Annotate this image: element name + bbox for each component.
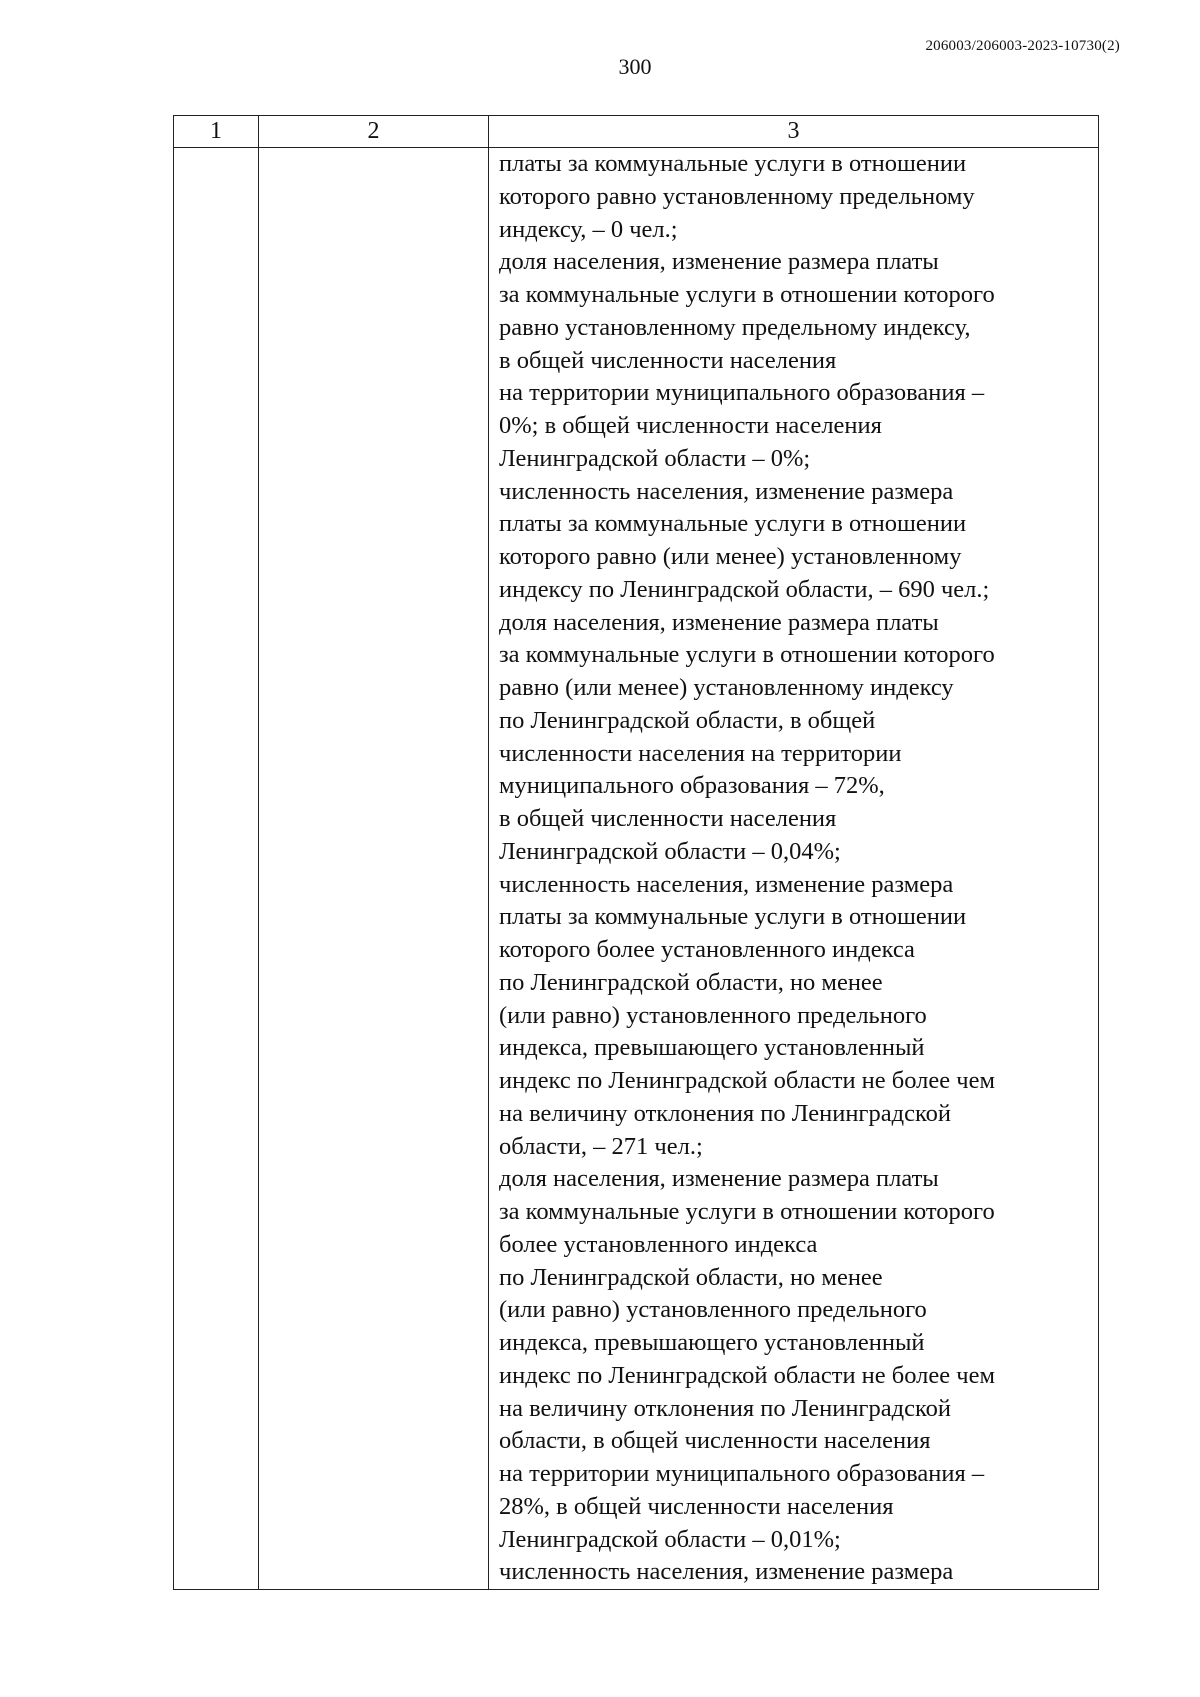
text-line: численность населения, изменение размера (499, 870, 954, 898)
text-line: по Ленинградской области, но менее (499, 1263, 883, 1291)
text-line: индекса, превышающего установленный (499, 1329, 925, 1356)
text-line: за коммунальные услуги в отношении которого (499, 1198, 995, 1225)
text-line: индекс по Ленинградской области не более чем (499, 1361, 995, 1389)
column-header-2: 2 (259, 116, 489, 148)
text-line: индекса, превышающего установленный (499, 1034, 925, 1062)
text-line: в общей численности населения (499, 346, 837, 374)
table-header-row (174, 116, 1099, 148)
column-header-1: 1 (174, 116, 259, 148)
text-line: по Ленинградской области, но менее (499, 968, 883, 996)
cell-text-block (489, 148, 1098, 1589)
text-line: Ленинградской области – 0%; (499, 444, 811, 472)
text-line: Ленинградской области – 0,04%; (499, 837, 841, 865)
text-line: области, в общей численности населения (499, 1427, 931, 1455)
cell-col-2 (259, 148, 489, 1590)
text-line: платы за коммунальные услуги в отношении (499, 150, 967, 177)
text-line: на величину отклонения по Ленинградской (499, 1099, 951, 1127)
text-line: 0%; в общей численности населения (499, 412, 882, 439)
text-line: в общей численности населения (499, 805, 837, 832)
text-line: доля населения, изменение размера платы (499, 1165, 939, 1193)
text-line: которого более установленного индекса (499, 936, 915, 963)
cell-col-3 (489, 148, 1099, 1590)
page-number: 300 (618, 54, 652, 79)
column-header-3: 3 (489, 116, 1099, 148)
text-line: индексу по Ленинградской области, – 690 чел.; (499, 575, 990, 603)
text-line: равно (или менее) установленному индексу (499, 674, 954, 701)
text-line: на величину отклонения по Ленинградской (499, 1394, 951, 1422)
text-line: численность населения, изменение размера (499, 477, 954, 505)
text-line: за коммунальные услуги в отношении которого (499, 281, 995, 308)
cell-col-1 (174, 148, 259, 1590)
text-line: индекс по Ленинградской области не более чем (499, 1067, 995, 1094)
text-line: 28%, в общей численности населения (499, 1492, 894, 1520)
text-line: Ленинградской области – 0,01%; (499, 1525, 841, 1553)
text-line: которого равно установленному предельному (499, 182, 975, 210)
text-line: (или равно) установленного предельного (499, 1001, 927, 1029)
text-line: более установленного индекса (499, 1230, 818, 1258)
document-id: 206003/206003-2023-10730(2) (925, 38, 1120, 54)
text-line: по Ленинградской области, в общей (499, 706, 876, 734)
text-line: которого равно (или менее) установленному (499, 543, 962, 570)
data-table (173, 115, 1099, 1590)
text-line: за коммунальные услуги в отношении которого (499, 641, 995, 669)
text-line: (или равно) установленного предельного (499, 1296, 927, 1324)
text-line: на территории муниципального образования – (499, 379, 985, 407)
text-line: численность населения, изменение размера (499, 1558, 954, 1586)
table-row (174, 148, 1099, 1590)
text-line: численности населения на территории (499, 739, 902, 767)
text-line: доля населения, изменение размера платы (499, 248, 939, 276)
text-line: доля населения, изменение размера платы (499, 608, 939, 636)
text-line: области, – 271 чел.; (499, 1132, 703, 1160)
text-line: равно установленному предельному индексу, (499, 313, 971, 341)
text-line: на территории муниципального образования – (499, 1460, 985, 1487)
text-line: индексу, – 0 чел.; (499, 215, 678, 243)
text-line: платы за коммунальные услуги в отношении (499, 510, 967, 538)
text-line: муниципального образования – 72%, (499, 772, 885, 800)
text-line: платы за коммунальные услуги в отношении (499, 903, 967, 931)
